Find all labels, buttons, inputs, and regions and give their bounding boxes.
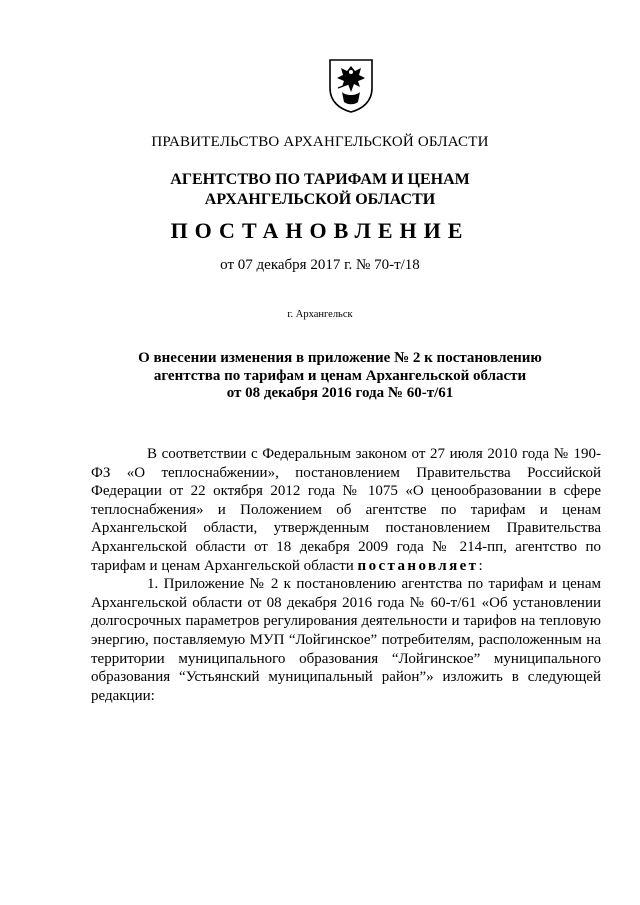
decree-verb: постановляет — [357, 557, 479, 574]
paragraph-1-end: : — [478, 557, 483, 574]
agency-name-line1: АГЕНТСТВО ПО ТАРИФАМ И ЦЕНАМ — [170, 171, 470, 188]
subject-line3: от 08 декабря 2016 года № 60-т/61 — [226, 385, 454, 401]
subject-line2: агентства по тарифам и ценам Архангельской области — [153, 367, 527, 384]
document-type: ПОСТАНОВЛЕНИЕ — [170, 218, 470, 243]
body-paragraph-1 — [91, 445, 601, 575]
body-paragraph-2: 1. Приложение № 2 к постановлению агентства по тарифам и ценам Архангельской области от 08 декабря 2016 года № 60-т/61 «Об установлении долгосрочных параметров регулирования деятельности и тарифов на тепловую энергию, поставляемую МУП “Лойгинское” потребителям, расположенным на территории муниципального образования “Лойгинское” муниципального образования “Устьянский муниципальный район”» изложить в следующей редакции: — [91, 576, 601, 704]
subject-line1: О внесении изменения в приложение № 2 к постановлению — [138, 350, 542, 366]
document-date-number: от 07 декабря 2017 г. № 70-т/18 — [220, 257, 420, 273]
government-name: ПРАВИТЕЛЬСТВО АРХАНГЕЛЬСКОЙ ОБЛАСТИ — [151, 134, 489, 150]
agency-name-line2: АРХАНГЕЛЬСКОЙ ОБЛАСТИ — [204, 191, 436, 208]
document-body — [91, 445, 601, 705]
paragraph-1-text: В соответствии с Федеральным законом от 27 июля 2010 года № 190-ФЗ «О теплоснабжении», постановлением Правительства Российской Федерации от 22 октября 2012 года № 1075 «О ценообразовании в сфере теплоснабжения» и Положением об агентстве по тарифам и ценам Архангельской области, утвержденным постановлением Правительства Архангельской области от 18 декабря 2009 года № 214-пп, агентство по тарифам и ценам Архангельской области — [91, 446, 601, 574]
agency-name — [0, 170, 640, 210]
document-subject — [20, 350, 640, 403]
document-city: г. Архангельск — [287, 309, 353, 320]
coat-of-arms-icon — [328, 58, 374, 114]
